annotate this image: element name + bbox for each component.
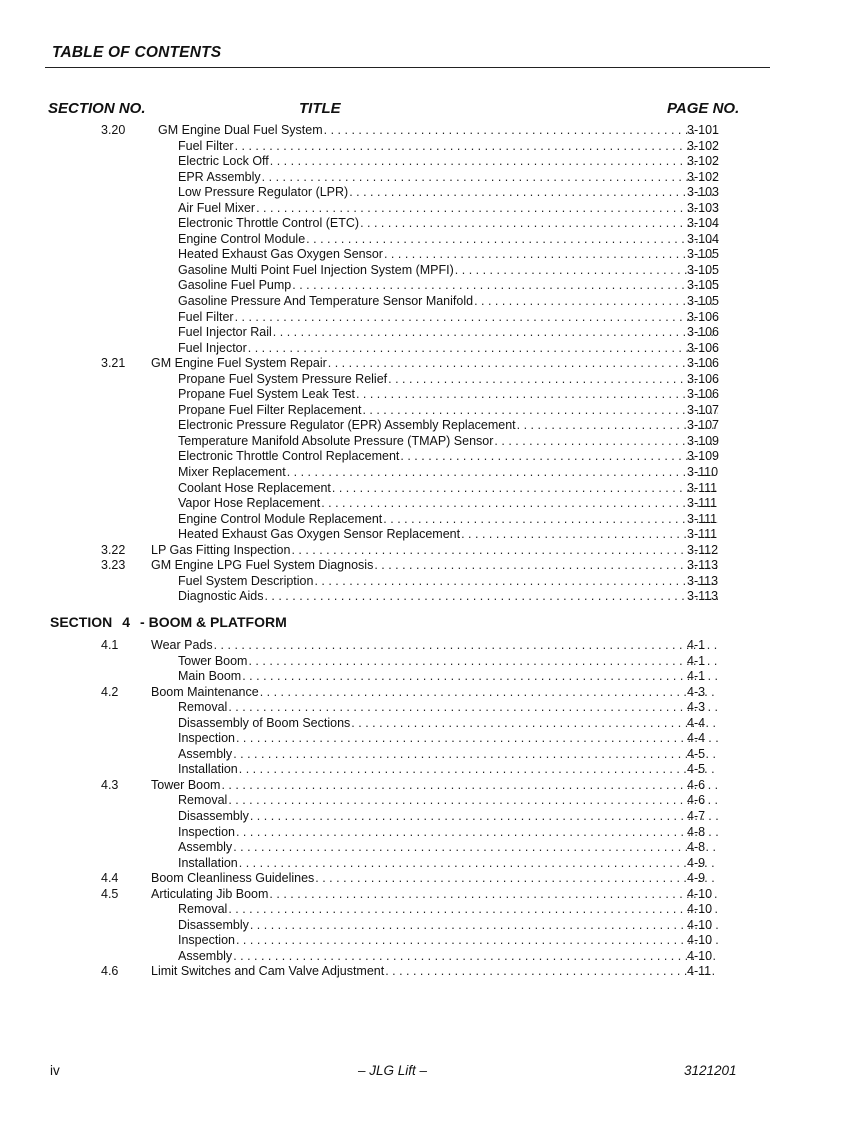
toc-entry-title: Coolant Hose Replacement [178, 480, 331, 495]
dot-leader [256, 201, 718, 217]
toc-entry-page: 4-8 [687, 840, 706, 855]
toc-entry-page: 4-9 [687, 855, 706, 870]
footer-publisher: – JLG Lift – [358, 1063, 428, 1078]
toc-entry-page: 3-101 [687, 123, 719, 137]
toc-entry[interactable] [0, 170, 866, 186]
dot-leader [260, 685, 718, 701]
toc-entry[interactable] [0, 139, 866, 155]
toc-entry-page: 3-102 [687, 138, 719, 153]
toc-entry[interactable] [0, 341, 866, 357]
toc-entry-title: LP Gas Fitting Inspection [151, 542, 291, 557]
dot-leader [236, 933, 718, 949]
toc-entry-title-leader [178, 809, 718, 825]
dot-leader [461, 527, 718, 543]
toc-entry-title-leader [151, 558, 718, 574]
toc-entry-title: Removal [178, 902, 228, 917]
toc-entry-title: Articulating Jib Boom [151, 886, 269, 901]
toc-entry-title: Engine Control Module Replacement [178, 511, 383, 526]
dot-leader [360, 216, 718, 232]
toc-entry-title-leader [151, 887, 718, 903]
toc-entry[interactable] [0, 294, 866, 310]
toc-entry-title-leader [178, 747, 718, 763]
toc-entry-number: 4.6 [101, 964, 119, 979]
toc-entry-title: Electronic Throttle Control (ETC) [178, 216, 360, 231]
toc-entry-page: 3-106 [687, 340, 719, 355]
toc-entry-page: 4-10 [687, 933, 713, 948]
dot-leader [239, 762, 718, 778]
toc-entry-title-leader [178, 263, 718, 279]
toc-entry-title: Assembly [178, 840, 233, 855]
dot-leader [235, 310, 718, 326]
toc-entry-title-leader [178, 762, 718, 778]
toc-entry-title: Fuel Injector Rail [178, 325, 272, 340]
toc-entry-page: 3-111 [687, 496, 718, 511]
toc-entry-title: Diagnostic Aids [178, 589, 264, 604]
toc-entry[interactable] [0, 372, 866, 388]
toc-entry-number: 3.21 [101, 356, 126, 371]
toc-entry-title-leader [178, 481, 718, 497]
toc-entry[interactable] [0, 809, 866, 825]
toc-group-section-3 [0, 123, 866, 605]
toc-entry-title-leader [178, 654, 718, 670]
toc-entry-title-leader [178, 154, 718, 170]
toc-entry-title-leader [151, 356, 718, 372]
dot-leader [385, 964, 718, 980]
dot-leader [214, 638, 718, 654]
toc-entry[interactable] [0, 731, 866, 747]
toc-entry-page: 4-3 [687, 700, 706, 715]
toc-entry[interactable] [0, 263, 866, 279]
dot-leader [351, 716, 718, 732]
toc-entry-title: Tower Boom [151, 777, 221, 792]
toc-entry-title-leader [178, 201, 718, 217]
toc-entry-title: Heated Exhaust Gas Oxygen Sensor [178, 247, 383, 262]
toc-entry[interactable] [0, 685, 866, 701]
section-4-number: 4 [122, 613, 131, 630]
toc-entry-title-leader [178, 325, 718, 341]
dot-leader [306, 232, 718, 248]
toc-entry[interactable] [0, 669, 866, 685]
dot-leader [239, 856, 718, 872]
toc-entry-page: 3-107 [687, 402, 719, 417]
toc-entry-title: EPR Assembly [178, 169, 261, 184]
dot-leader [328, 356, 718, 372]
page-header-title: TABLE OF CONTENTS [52, 44, 222, 61]
toc-entry[interactable] [0, 856, 866, 872]
dot-leader [383, 512, 718, 528]
toc-entry-number: 3.20 [101, 123, 126, 137]
toc-entry-title: GM Engine LPG Fuel System Diagnosis [151, 558, 374, 573]
dot-leader [250, 918, 718, 934]
toc-entry-title-leader [178, 449, 718, 465]
header-divider [45, 67, 770, 68]
toc-entry[interactable] [0, 762, 866, 778]
toc-entry-title: Disassembly [178, 808, 249, 823]
toc-entry-title-leader [178, 387, 718, 403]
toc-entry-title: Installation [178, 762, 238, 777]
toc-entry-title: Propane Fuel System Pressure Relief [178, 371, 388, 386]
dot-leader [242, 669, 718, 685]
toc-entry[interactable] [0, 403, 866, 419]
toc-entry[interactable] [0, 654, 866, 670]
toc-entry-title: Low Pressure Regulator (LPR) [178, 185, 349, 200]
toc-group-section-4 [0, 638, 866, 980]
toc-entry-title: Fuel Filter [178, 309, 234, 324]
toc-entry-title-leader [178, 170, 718, 186]
toc-entry[interactable] [0, 154, 866, 170]
toc-entry[interactable] [0, 574, 866, 590]
toc-entry[interactable] [0, 496, 866, 512]
toc-entry[interactable] [0, 310, 866, 326]
toc-entry-title-leader [178, 418, 718, 434]
toc-entry-title: Engine Control Module [178, 231, 306, 246]
toc-entry-page: 3-112 [687, 542, 719, 557]
dot-leader [324, 123, 718, 139]
toc-entry-page: 3-113 [687, 573, 719, 588]
toc-entry-title-leader [178, 700, 718, 716]
toc-entry-title: GM Engine Dual Fuel System [158, 123, 323, 137]
toc-entry-page: 3-111 [687, 480, 718, 495]
toc-entry-title-leader [178, 185, 718, 201]
dot-leader [388, 372, 718, 388]
column-header-title: TITLE [299, 100, 341, 117]
toc-entry-page: 3-105 [687, 247, 719, 262]
dot-leader [474, 294, 718, 310]
dot-leader [292, 278, 718, 294]
toc-entry-page: 4-6 [687, 793, 706, 808]
footer-page-number: iv [50, 1063, 60, 1078]
dot-leader [269, 887, 718, 903]
toc-entry-number: 4.5 [101, 886, 119, 901]
toc-entry-page: 3-102 [687, 154, 719, 169]
toc-entry[interactable] [0, 418, 866, 434]
toc-entry[interactable] [0, 185, 866, 201]
toc-entry-title-leader [178, 918, 718, 934]
toc-entry-title-leader [151, 778, 718, 794]
dot-leader [270, 154, 718, 170]
toc-entry-page: 3-113 [687, 589, 719, 604]
dot-leader [356, 387, 718, 403]
toc-entry[interactable] [0, 716, 866, 732]
dot-leader [228, 902, 718, 918]
toc-entry-page: 4-10 [687, 886, 713, 901]
toc-entry[interactable] [0, 232, 866, 248]
toc-entry-page: 4-10 [687, 917, 713, 932]
toc-entry-title-leader [178, 669, 718, 685]
toc-entry-title: Assembly [178, 746, 233, 761]
toc-entry[interactable] [0, 964, 866, 980]
toc-entry-title: Removal [178, 700, 228, 715]
toc-entry-title: Wear Pads [151, 637, 213, 652]
dot-leader [233, 949, 718, 965]
toc-entry-title: Limit Switches and Cam Valve Adjustment [151, 964, 385, 979]
toc-entry-title-leader [178, 856, 718, 872]
toc-entry-title: Electronic Pressure Regulator (EPR) Assembly Replacement [178, 418, 516, 433]
dot-leader [248, 341, 718, 357]
toc-entry-title-leader [178, 434, 718, 450]
toc-entry-title-leader [178, 278, 718, 294]
toc-entry-number: 4.3 [101, 777, 119, 792]
toc-entry-page: 3-106 [687, 387, 719, 402]
toc-entry[interactable] [0, 589, 866, 605]
section-4-title: - BOOM & PLATFORM [140, 613, 287, 630]
toc-entry-page: 3-105 [687, 294, 719, 309]
dot-leader [287, 465, 718, 481]
toc-entry-page: 4-7 [687, 808, 706, 823]
toc-entry-title-leader [178, 949, 718, 965]
toc-entry-title-leader [178, 465, 718, 481]
toc-entry-title: Heated Exhaust Gas Oxygen Sensor Replacement [178, 527, 461, 542]
toc-entry-page: 4-4 [687, 731, 706, 746]
toc-entry-title: Air Fuel Mixer [178, 200, 256, 215]
dot-leader [235, 139, 718, 155]
toc-entry-title: Electronic Throttle Control Replacement [178, 449, 400, 464]
toc-entry-title: Boom Cleanliness Guidelines [151, 871, 315, 886]
toc-entry-title-leader [178, 139, 718, 155]
toc-entry[interactable] [0, 325, 866, 341]
toc-entry[interactable] [0, 449, 866, 465]
toc-entry[interactable] [0, 840, 866, 856]
toc-entry[interactable] [0, 481, 866, 497]
toc-entry-title: Propane Fuel Filter Replacement [178, 402, 362, 417]
toc-entry-title-leader [178, 403, 718, 419]
toc-entry-number: 4.4 [101, 871, 119, 886]
toc-entry-page: 3-105 [687, 278, 719, 293]
toc-entry-title: Electric Lock Off [178, 154, 269, 169]
toc-entry-title-leader [151, 638, 718, 654]
toc-entry[interactable] [0, 356, 866, 372]
toc-entry-title-leader [151, 685, 718, 701]
toc-entry-page: 3-105 [687, 262, 719, 277]
toc-entry-title-leader [178, 232, 718, 248]
dot-leader [248, 654, 718, 670]
toc-entry[interactable] [0, 543, 866, 559]
toc-entry[interactable] [0, 747, 866, 763]
dot-leader [236, 731, 718, 747]
toc-entry-title-leader [178, 793, 718, 809]
toc-entry[interactable] [0, 778, 866, 794]
toc-entry-page: 3-106 [687, 309, 719, 324]
toc-entry-page: 3-109 [687, 433, 719, 448]
table-of-contents [0, 123, 866, 980]
toc-entry-title: Inspection [178, 731, 235, 746]
toc-entry[interactable] [0, 527, 866, 543]
toc-entry-page: 3-107 [687, 418, 719, 433]
toc-entry-number: 3.23 [101, 558, 126, 573]
dot-leader [264, 589, 718, 605]
toc-entry-title: Vapor Hose Replacement [178, 496, 321, 511]
toc-entry-title: Disassembly [178, 917, 249, 932]
toc-entry-page: 4-1 [687, 653, 706, 668]
toc-entry-page: 4-1 [687, 669, 706, 684]
toc-entry[interactable] [0, 902, 866, 918]
toc-entry-page: 3-106 [687, 356, 719, 371]
toc-entry-title: Gasoline Pressure And Temperature Sensor Manifold [178, 294, 474, 309]
toc-entry-title: GM Engine Fuel System Repair [151, 356, 327, 371]
toc-entry-page: 4-6 [687, 777, 706, 792]
toc-entry-title-leader [178, 933, 718, 949]
toc-entry-title-leader [178, 341, 718, 357]
toc-entry-title: Propane Fuel System Leak Test [178, 387, 355, 402]
toc-entry-title-leader [178, 216, 718, 232]
toc-entry-title-leader [178, 902, 718, 918]
toc-entry-page: 3-111 [687, 511, 718, 526]
toc-entry-page: 4-9 [687, 871, 706, 886]
toc-entry-title-leader [178, 247, 718, 263]
toc-entry-page: 4-3 [687, 684, 706, 699]
dot-leader [332, 481, 718, 497]
dot-leader [233, 840, 718, 856]
toc-entry-title: Inspection [178, 933, 235, 948]
toc-entry[interactable] [0, 387, 866, 403]
toc-entry-page: 3-106 [687, 371, 719, 386]
toc-entry-title-leader [178, 527, 718, 543]
toc-entry-page: 4-5 [687, 762, 706, 777]
toc-entry-title: Mixer Replacement [178, 465, 286, 480]
toc-entry-title: Gasoline Fuel Pump [178, 278, 292, 293]
toc-entry-page: 3-110 [687, 465, 719, 480]
toc-entry[interactable] [0, 700, 866, 716]
toc-entry-title-leader [178, 310, 718, 326]
toc-entry-title-leader [178, 372, 718, 388]
toc-entry[interactable] [0, 949, 866, 965]
toc-entry-number: 4.2 [101, 684, 119, 699]
toc-entry-page: 3-104 [687, 231, 719, 246]
dot-leader [374, 558, 718, 574]
dot-leader [273, 325, 718, 341]
toc-entry-title: Assembly [178, 948, 233, 963]
toc-entry[interactable] [0, 247, 866, 263]
toc-entry-title: Main Boom [178, 669, 242, 684]
toc-entry-page: 3-102 [687, 169, 719, 184]
toc-entry-title: Fuel Injector [178, 340, 247, 355]
toc-entry-title-leader [178, 496, 718, 512]
toc-entry-title: Disassembly of Boom Sections [178, 715, 351, 730]
toc-entry[interactable] [0, 558, 866, 574]
toc-entry[interactable] [0, 933, 866, 949]
toc-entry-page: 3-103 [687, 185, 719, 200]
toc-entry-title-leader [178, 825, 718, 841]
toc-entry-page: 3-106 [687, 325, 719, 340]
toc-entry-title: Temperature Manifold Absolute Pressure (TMAP) Sensor [178, 433, 494, 448]
dot-leader [262, 170, 718, 186]
toc-entry-number: 4.1 [101, 637, 119, 652]
dot-leader [362, 403, 718, 419]
toc-entry[interactable] [0, 465, 866, 481]
toc-entry-title-leader [178, 574, 718, 590]
toc-entry-page: 4-5 [687, 746, 706, 761]
toc-entry-title-leader [151, 543, 718, 559]
toc-entry-title: Fuel System Description [178, 573, 314, 588]
toc-entry-title: Inspection [178, 824, 235, 839]
dot-leader [236, 825, 718, 841]
toc-entry-title: Tower Boom [178, 653, 248, 668]
toc-entry-title-leader [178, 716, 718, 732]
toc-entry[interactable] [0, 434, 866, 450]
toc-entry-number: 3.22 [101, 542, 126, 557]
dot-leader [321, 496, 718, 512]
dot-leader [315, 871, 718, 887]
toc-entry-title: Removal [178, 793, 228, 808]
dot-leader [314, 574, 718, 590]
dot-leader [250, 809, 718, 825]
toc-entry[interactable] [0, 825, 866, 841]
dot-leader [384, 247, 718, 263]
toc-entry-title: Gasoline Multi Point Fuel Injection System (MPFI) [178, 262, 454, 277]
toc-entry-page: 4-8 [687, 824, 706, 839]
dot-leader [233, 747, 718, 763]
toc-entry[interactable] [0, 887, 866, 903]
footer-manual-number: 3121201 [684, 1063, 737, 1078]
toc-entry-title: Installation [178, 855, 238, 870]
dot-leader [400, 449, 718, 465]
toc-entry-page: 4-1 [687, 637, 706, 652]
toc-entry-title: Fuel Filter [178, 138, 234, 153]
toc-entry[interactable] [0, 123, 866, 139]
toc-entry-title-leader [178, 294, 718, 310]
toc-entry[interactable] [0, 201, 866, 217]
toc-entry-page: 3-103 [687, 200, 719, 215]
toc-entry[interactable] [0, 793, 866, 809]
toc-entry[interactable] [0, 278, 866, 294]
dot-leader [494, 434, 718, 450]
toc-entry-page: 3-109 [687, 449, 719, 464]
toc-entry-page: 4-11 [687, 964, 712, 979]
toc-entry-title-leader [178, 589, 718, 605]
dot-leader [455, 263, 718, 279]
toc-entry[interactable] [0, 871, 866, 887]
dot-leader [228, 793, 718, 809]
toc-entry-page: 4-10 [687, 902, 713, 917]
toc-entry-title-leader [158, 123, 718, 139]
toc-entry-title: Boom Maintenance [151, 684, 259, 699]
toc-entry[interactable] [0, 918, 866, 934]
toc-entry-page: 3-113 [687, 558, 719, 573]
toc-entry-title-leader [151, 964, 718, 980]
toc-entry-title-leader [178, 840, 718, 856]
column-header-page-no: PAGE NO. [667, 100, 740, 117]
dot-leader [228, 700, 718, 716]
column-header-section-no: SECTION NO. [48, 100, 146, 117]
toc-entry[interactable] [0, 216, 866, 232]
toc-entry-title-leader [178, 512, 718, 528]
section-4-heading[interactable] [0, 605, 866, 630]
section-4-label: SECTION [50, 613, 113, 630]
toc-entry-title-leader [178, 731, 718, 747]
toc-entry-page: 4-10 [687, 948, 713, 963]
toc-entry-title-leader [151, 871, 718, 887]
toc-entry[interactable] [0, 512, 866, 528]
toc-entry[interactable] [0, 638, 866, 654]
toc-entry-page: 4-4 [687, 715, 706, 730]
dot-leader [291, 543, 718, 559]
dot-leader [221, 778, 718, 794]
toc-entry-page: 3-104 [687, 216, 719, 231]
toc-entry-page: 3-111 [687, 527, 718, 542]
dot-leader [349, 185, 718, 201]
